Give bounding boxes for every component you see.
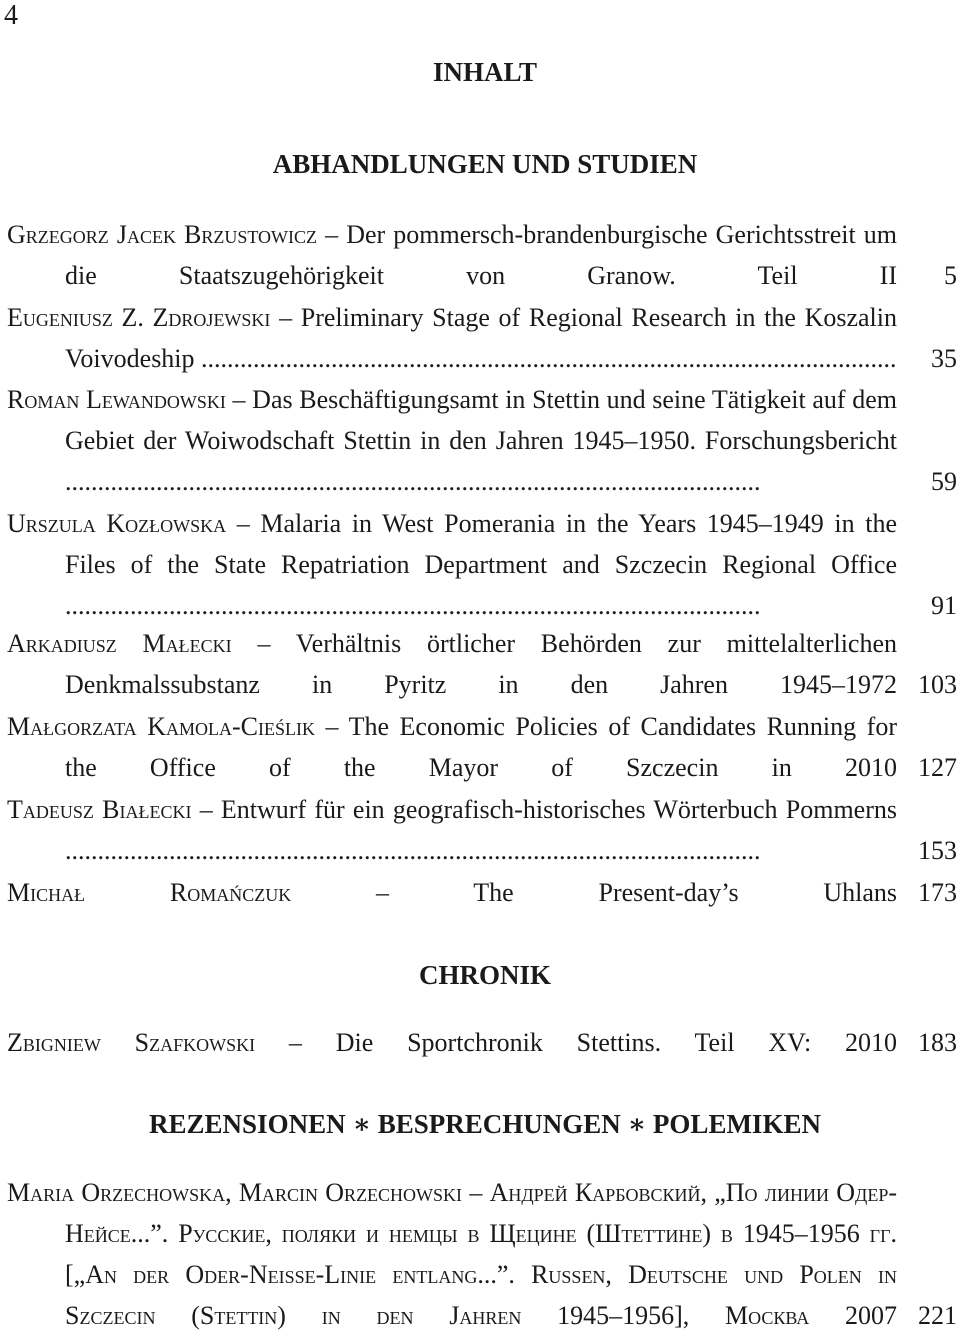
leader-dots: ........................................................................................................... bbox=[65, 836, 761, 865]
section-heading: CHRONIK bbox=[418, 960, 551, 990]
entry-author: Maria Orzechowska, Marcin Orzechowski bbox=[7, 1178, 463, 1207]
toc-entry[interactable]: Urszula Kozłowska – Malaria in West Pomerania in the Years 1945–1949 in the Files of the State Repatriation Department and Szczecin Regional Office ........................................................................................................... 91 bbox=[7, 503, 957, 626]
entry-title: Malaria in West Pomerania in the Years 1945–1949 in the Files of the State Repatriation Department and Szczecin Regional Office bbox=[65, 509, 897, 579]
page-ref: 183 bbox=[918, 1028, 957, 1057]
toc-title: INHALT bbox=[432, 57, 538, 87]
entry-author: Małgorzata Kamola-Cieślik bbox=[7, 712, 315, 741]
entry-title: The Present-day’s Uhlans bbox=[473, 878, 897, 907]
page-ref: 59 bbox=[931, 467, 957, 496]
entry-author: Tadeusz Białecki bbox=[7, 795, 192, 824]
entry-title: Die Sportchronik Stettins. Teil XV: 2010 bbox=[335, 1028, 897, 1057]
toc-entry[interactable]: Michał Romańczuk – The Present-day’s Uhlans 173 bbox=[7, 872, 957, 913]
leader-dots: ........................................................................................................... bbox=[65, 467, 761, 496]
entry-author: Michał Romańczuk bbox=[7, 878, 292, 907]
entry-author: Zbigniew Szafkowski bbox=[7, 1028, 256, 1057]
toc-entry[interactable]: Tadeusz Białecki – Entwurf für ein geografisch-historisches Wörterbuch Pommerns ........................................................................................................... 153 bbox=[7, 789, 957, 871]
page-ref: 221 bbox=[918, 1301, 957, 1330]
entry-author: Arkadiusz Małecki bbox=[7, 629, 232, 658]
entry-author: Roman Lewandowski bbox=[7, 385, 226, 414]
toc-entry[interactable]: Małgorzata Kamola-Cieślik – The Economic Policies of Candidates Running for the Office of the Mayor of Szczecin in 2010 127 bbox=[7, 706, 957, 788]
page-number: 4 bbox=[4, 0, 18, 31]
entry-author: Urszula Kozłowska bbox=[7, 509, 227, 538]
leader-dots: ........................................................................................................... bbox=[65, 591, 761, 620]
page-ref: 35 bbox=[931, 344, 957, 373]
toc-entry[interactable]: Maria Orzechowska, Marcin Orzechowski – Андрей Карбовский, „По линии Одер-Нейсе...”. Русские, поляки и немцы в Щецине (Штеттине) в 1945–1956 гг. [„An der Oder-Neisse-Linie entlang...”. Russen, Deutsche und Polen in Szczecin (Stettin) in den Jahren 1945–1956], Москва 2007 221 bbox=[7, 1172, 957, 1336]
page-ref: 173 bbox=[918, 878, 957, 907]
leader-dots: ........................................................................................................... bbox=[194, 344, 897, 373]
entry-author: Grzegorz Jacek Brzustowicz bbox=[7, 220, 318, 249]
entry-title: The Economic Policies of Candidates Running for the Office of the Mayor of Szczecin in 2010 bbox=[65, 712, 897, 782]
entry-title: Андрей Карбовский, „По линии Одер-Нейсе...”. Русские, поляки и немцы в Щецине (Штеттине) в 1945–1956 гг. [„An der Oder-Neisse-Linie entlang...”. Russen, Deutsche und Polen in Szczecin (Stettin) in den Jahren 1945–1956], Москва 2007 bbox=[65, 1178, 897, 1330]
entry-title: Verhältnis örtlicher Behörden zur mittelalterlichen Denkmalssubstanz in Pyritz in den Jahren 1945–1972 bbox=[65, 629, 897, 699]
page-ref: 153 bbox=[918, 836, 957, 865]
toc-entry[interactable]: Eugeniusz Z. Zdrojewski – Preliminary Stage of Regional Research in the Koszalin Voivodeship ........................................................................................................... 35 bbox=[7, 297, 957, 379]
entry-author: Eugeniusz Z. Zdrojewski bbox=[7, 303, 271, 332]
toc-entry[interactable]: Arkadiusz Małecki – Verhältnis örtlicher Behörden zur mittelalterlichen Denkmalssubstanz in Pyritz in den Jahren 1945–1972 103 bbox=[7, 623, 957, 705]
page-ref: 91 bbox=[931, 591, 957, 620]
section-heading: ABHANDLUNGEN UND STUDIEN bbox=[272, 149, 698, 179]
section-heading: REZENSIONEN ∗ BESPRECHUNGEN ∗ POLEMIKEN bbox=[149, 1109, 821, 1139]
entry-title: Das Beschäftigungsamt in Stettin und seine Tätigkeit auf dem Gebiet der Woiwodschaft Stettin in den Jahren 1945–1950. Forschungsbericht bbox=[65, 385, 897, 455]
page-ref: 103 bbox=[918, 670, 957, 699]
entry-title: Preliminary Stage of Regional Research in the Koszalin Voivodeship bbox=[65, 303, 897, 373]
toc-entry[interactable]: Roman Lewandowski – Das Beschäftigungsamt in Stettin und seine Tätigkeit auf dem Gebiet der Woiwodschaft Stettin in den Jahren 1945–1950. Forschungsbericht ........................................................................................................... 59 bbox=[7, 379, 957, 502]
toc-entry[interactable]: Zbigniew Szafkowski – Die Sportchronik Stettins. Teil XV: 2010 183 bbox=[7, 1022, 957, 1063]
toc-entry[interactable]: Grzegorz Jacek Brzustowicz – Der pommersch-brandenburgische Gerichtsstreit um die Staatszugehörigkeit von Granow. Teil II 5 bbox=[7, 214, 957, 296]
entry-title: Entwurf für ein geografisch-historisches Wörterbuch Pommerns bbox=[220, 795, 897, 824]
entry-title: Der pommersch-brandenburgische Gerichtsstreit um die Staatszugehörigkeit von Granow. Teil II bbox=[65, 220, 897, 290]
page-ref: 5 bbox=[944, 261, 957, 290]
page-ref: 127 bbox=[918, 753, 957, 782]
